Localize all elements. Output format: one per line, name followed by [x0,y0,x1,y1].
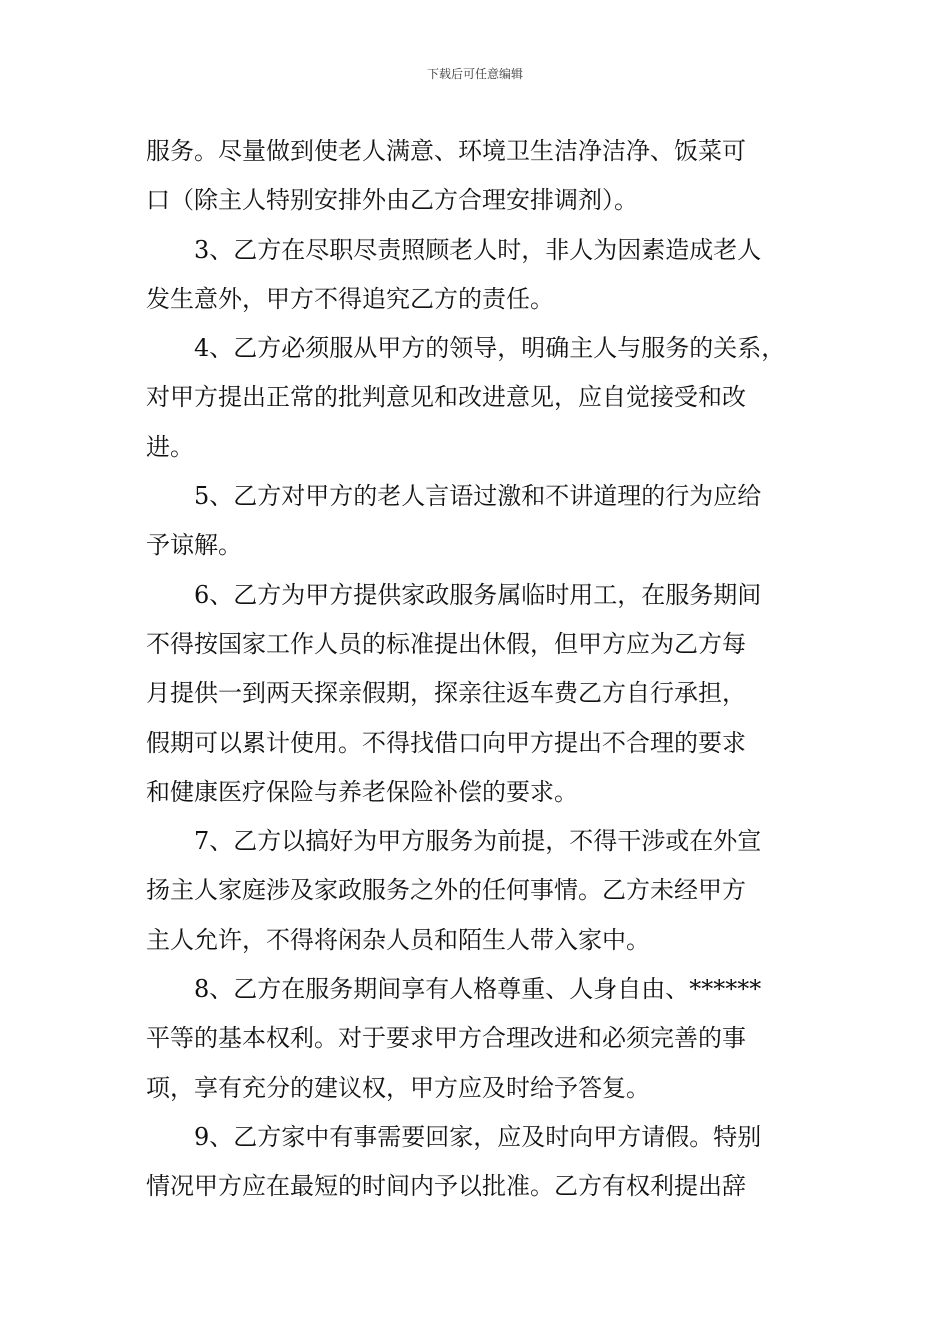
text-line: 扬主人家庭涉及家政服务之外的任何事情。乙方未经甲方 [146,876,746,905]
text-line: 项，享有充分的建议权，甲方应及时给予答复。 [146,1073,650,1102]
text-line: 6、乙方为甲方提供家政服务属临时用工，在服务期间 [194,580,762,609]
text-line: 对甲方提出正常的批判意见和改进意见，应自觉接受和改 [146,383,746,412]
text-line: 假期可以累计使用。不得找借口向甲方提出不合理的要求 [146,728,746,757]
text-line: 7、乙方以搞好为甲方服务为前提，不得干涉或在外宣 [194,827,762,856]
text-line: 月提供一到两天探亲假期，探亲往返车费乙方自行承担， [146,679,746,708]
text-line: 服务。尽量做到使老人满意、环境卫生洁净洁净、饭菜可 [146,137,746,165]
text-line: 主人允许，不得将闲杂人员和陌生人带入家中。 [146,925,650,954]
text-line: 口（除主人特别安排外由乙方合理安排调剂）。 [146,186,638,215]
text-line: 4、乙方必须服从甲方的领导，明确主人与服务的关系， [194,334,786,363]
text-line: 8、乙方在服务期间享有人格尊重、人身自由、****** [194,975,762,1004]
text-line: 情况甲方应在最短的时间内予以批准。乙方有权利提出辞 [146,1172,746,1201]
text-line: 发生意外，甲方不得追究乙方的责任。 [146,284,554,313]
text-line: 予谅解。 [146,531,242,560]
page-header: 下载后可任意编辑 [426,67,523,81]
text-line: 平等的基本权利。对于要求甲方合理改进和必须完善的事 [146,1024,746,1053]
text-line: 9、乙方家中有事需要回家，应及时向甲方请假。特别 [194,1122,762,1151]
text-line: 进。 [146,432,194,461]
text-line: 5、乙方对甲方的老人言语过激和不讲道理的行为应给 [194,482,762,511]
text-line: 和健康医疗保险与养老保险补偿的要求。 [146,777,578,806]
text-line: 3、乙方在尽职尽责照顾老人时，非人为因素造成老人 [194,235,762,264]
text-line: 不得按国家工作人员的标准提出休假，但甲方应为乙方每 [146,629,746,658]
document-body [146,127,814,1212]
